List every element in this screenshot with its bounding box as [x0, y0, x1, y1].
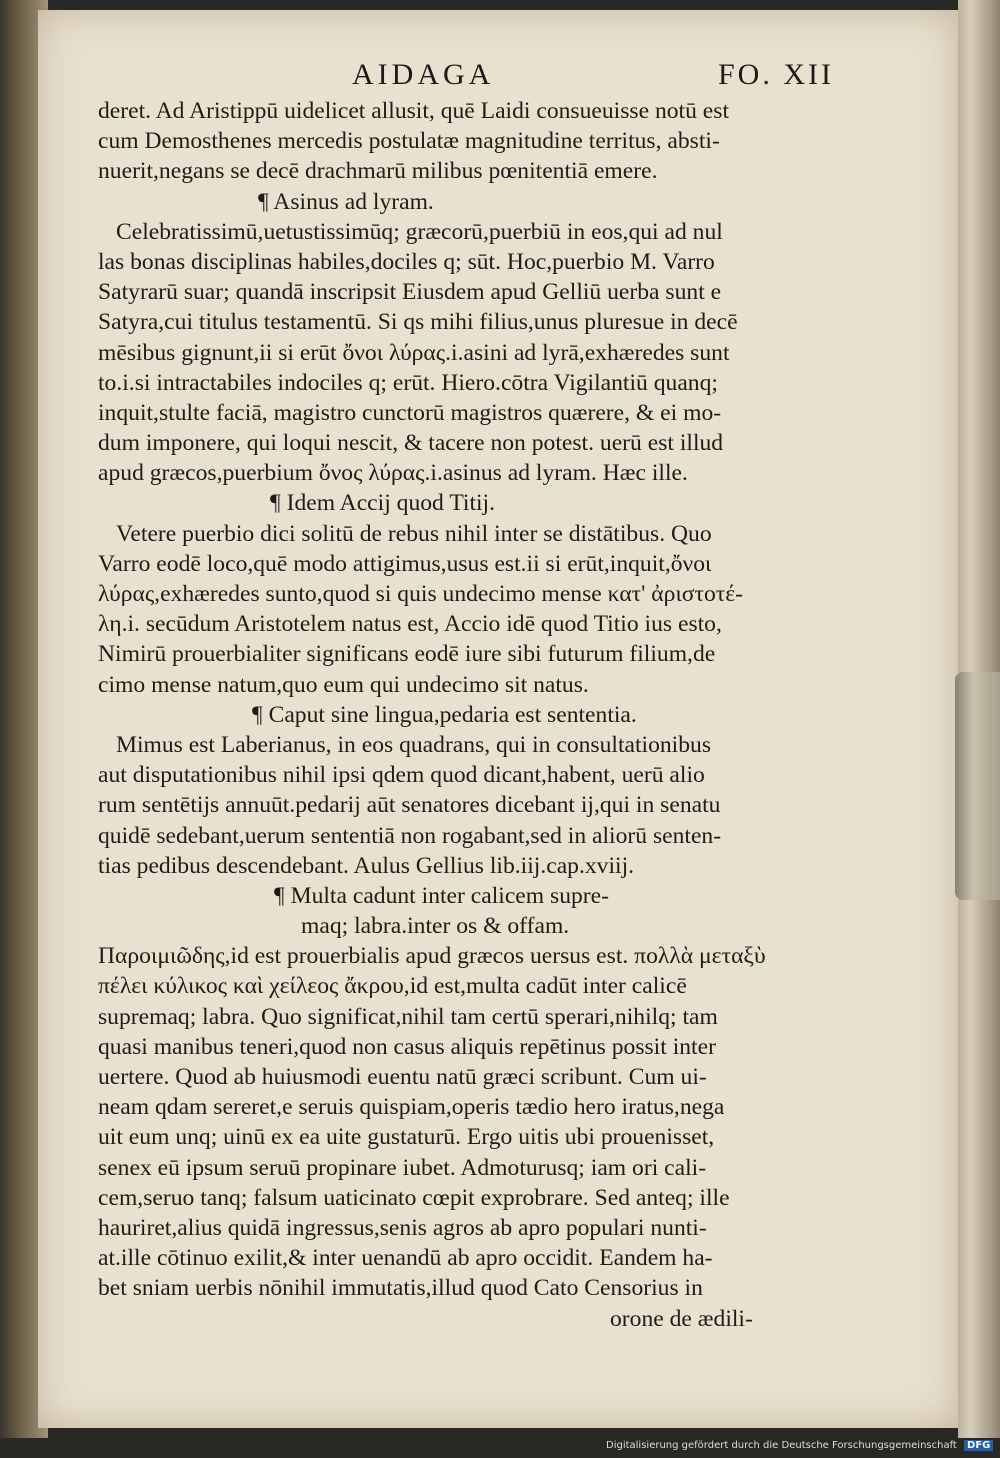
- text-line: rum sentētijs annuūt.pedarij aūt senatores dicebant ij,qui in senatu: [98, 792, 721, 819]
- digitization-credit: [606, 1440, 993, 1451]
- text-line: to.i.si intractabiles indociles q; erūt. Hiero.cōtra Vigilantiū quanq;: [98, 369, 718, 396]
- text-line: quasi manibus teneri,quod non casus aliquis repētinus possit inter: [98, 1033, 716, 1060]
- text-line: Varro eodē loco,quē modo attigimus,usus est.ii si erūt,inquit,ὄνοι: [98, 550, 712, 577]
- text-line: aut disputationibus nihil ipsi qdem quod dicant,habent, uerū alio: [98, 762, 705, 789]
- text-line: tias pedibus descendebant. Aulus Gellius lib.iij.cap.xviij.: [98, 852, 635, 879]
- dfg-logo: DFG: [964, 1440, 993, 1451]
- text-line: hauriret,alius quidā ingressus,senis agros ab apro populari nunti-: [98, 1214, 707, 1241]
- section-heading: ¶ Asinus ad lyram.: [258, 188, 434, 215]
- folio-number: FO. XII: [718, 58, 834, 91]
- text-line: at.ille cōtinuo exilit,& inter uenandū ab apro occidit. Eandem ha-: [98, 1245, 713, 1272]
- text-line: bet sniam uerbis nōnihil immutatis,illud quod Cato Censorius in: [98, 1275, 703, 1302]
- running-head-title: AIDAGA: [352, 58, 495, 91]
- section-heading: ¶ Caput sine lingua,pedaria est sententia.: [252, 701, 637, 728]
- text-line: cimo mense natum,quo eum qui undecimo sit natus.: [98, 671, 589, 698]
- credit-text: Digitalisierung gefördert durch die Deutsche Forschungsgemeinschaft: [606, 1440, 957, 1451]
- text-line: λύρας,exhæredes sunto,quod si quis undecimo mense κατ' ἀριστοτέ-: [98, 581, 744, 607]
- text-line: cem,seruo tanq; falsum uaticinato cœpit exprobrare. Sed anteq; ille: [98, 1184, 730, 1211]
- text-line: cum Demosthenes mercedis postulatæ magnitudine territus, absti-: [98, 128, 720, 155]
- text-line: Nimirū prouerbialiter significans eodē iure sibi futurum filium,de: [98, 641, 716, 668]
- text-line: Mimus est Laberianus, in eos quadrans, qui in consultationibus: [116, 731, 712, 758]
- section-heading: maq; labra.inter os & offam.: [301, 913, 570, 940]
- text-line: deret. Ad Aristippū uidelicet allusit, quē Laidi consueuisse notū est: [98, 98, 730, 124]
- bookmark-tab: [955, 672, 1000, 900]
- text-line: nuerit,negans se decē drachmarū milibus pœnitentiā emere.: [98, 158, 658, 185]
- text-line: quidē sedebant,uerum sententiā non rogabant,sed in aliorū senten-: [98, 822, 722, 849]
- text-line: apud græcos,puerbium ὄνος λύρας.i.asinus ad lyram. Hæc ille.: [98, 460, 688, 487]
- text-line: las bonas disciplinas habiles,dociles q; sūt. Hoc,puerbio M. Varro: [98, 248, 715, 275]
- text-line: uertere. Quod ab huiusmodi euentu natū græci scribunt. Cum ui-: [98, 1064, 707, 1090]
- text-line: neam qdam sereret,e seruis quispiam,operis tædio hero iratus,nega: [98, 1094, 725, 1121]
- text-line: Satyrarū suar; quandā inscripsit Eiusdem apud Gelliū uerba sunt e: [98, 279, 722, 306]
- text-line: λη.i. secūdum Aristotelem natus est, Accio idē quod Titio ius esto,: [98, 611, 722, 638]
- text-line: dum imponere, qui loqui nescit, & tacere non potest. uerū est illud: [98, 430, 724, 457]
- text-block: [98, 96, 838, 1334]
- text-line: senex eū ipsum seruū propinare iubet. Admoturusq; iam ori cali-: [98, 1154, 707, 1181]
- text-line: mēsibus gignunt,ii si erūt ὄνοι λύρας.i.asini ad lyrā,exhæredes sunt: [98, 339, 730, 366]
- text-line: Celebratissimū,uetustissimūq; græcorū,puerbiū in eos,qui ad nul: [116, 218, 723, 245]
- text-line: Παροιμιῶδης,id est prouerbialis apud græcos uersus est. πολλὰ μεταξὺ: [98, 943, 766, 970]
- text-line: uit eum unq; uinū ex ea uite gustaturū. Ergo uitis ubi prouenisset,: [98, 1124, 715, 1151]
- text-line: Satyra,cui titulus testamentū. Si qs mihi filius,unus pluresue in decē: [98, 309, 738, 336]
- text-line: orone de ædili-: [610, 1305, 753, 1332]
- text-line: inquit,stulte faciā, magistro cunctorū magistros quærere, & ei mo-: [98, 399, 722, 426]
- running-head: [0, 58, 1000, 98]
- text-line: Vetere puerbio dici solitū de rebus nihil inter se distātibus. Quo: [116, 520, 712, 547]
- section-heading: ¶ Multa cadunt inter calicem supre-: [274, 882, 609, 909]
- text-line: πέλει κύλικος καὶ χείλεος ἄκρου,id est,multa cadūt inter calicē: [98, 973, 687, 1000]
- section-heading: ¶ Idem Accij quod Titij.: [270, 490, 496, 517]
- text-line: supremaq; labra. Quo significat,nihil tam certū sperari,nihilq; tam: [98, 1003, 718, 1030]
